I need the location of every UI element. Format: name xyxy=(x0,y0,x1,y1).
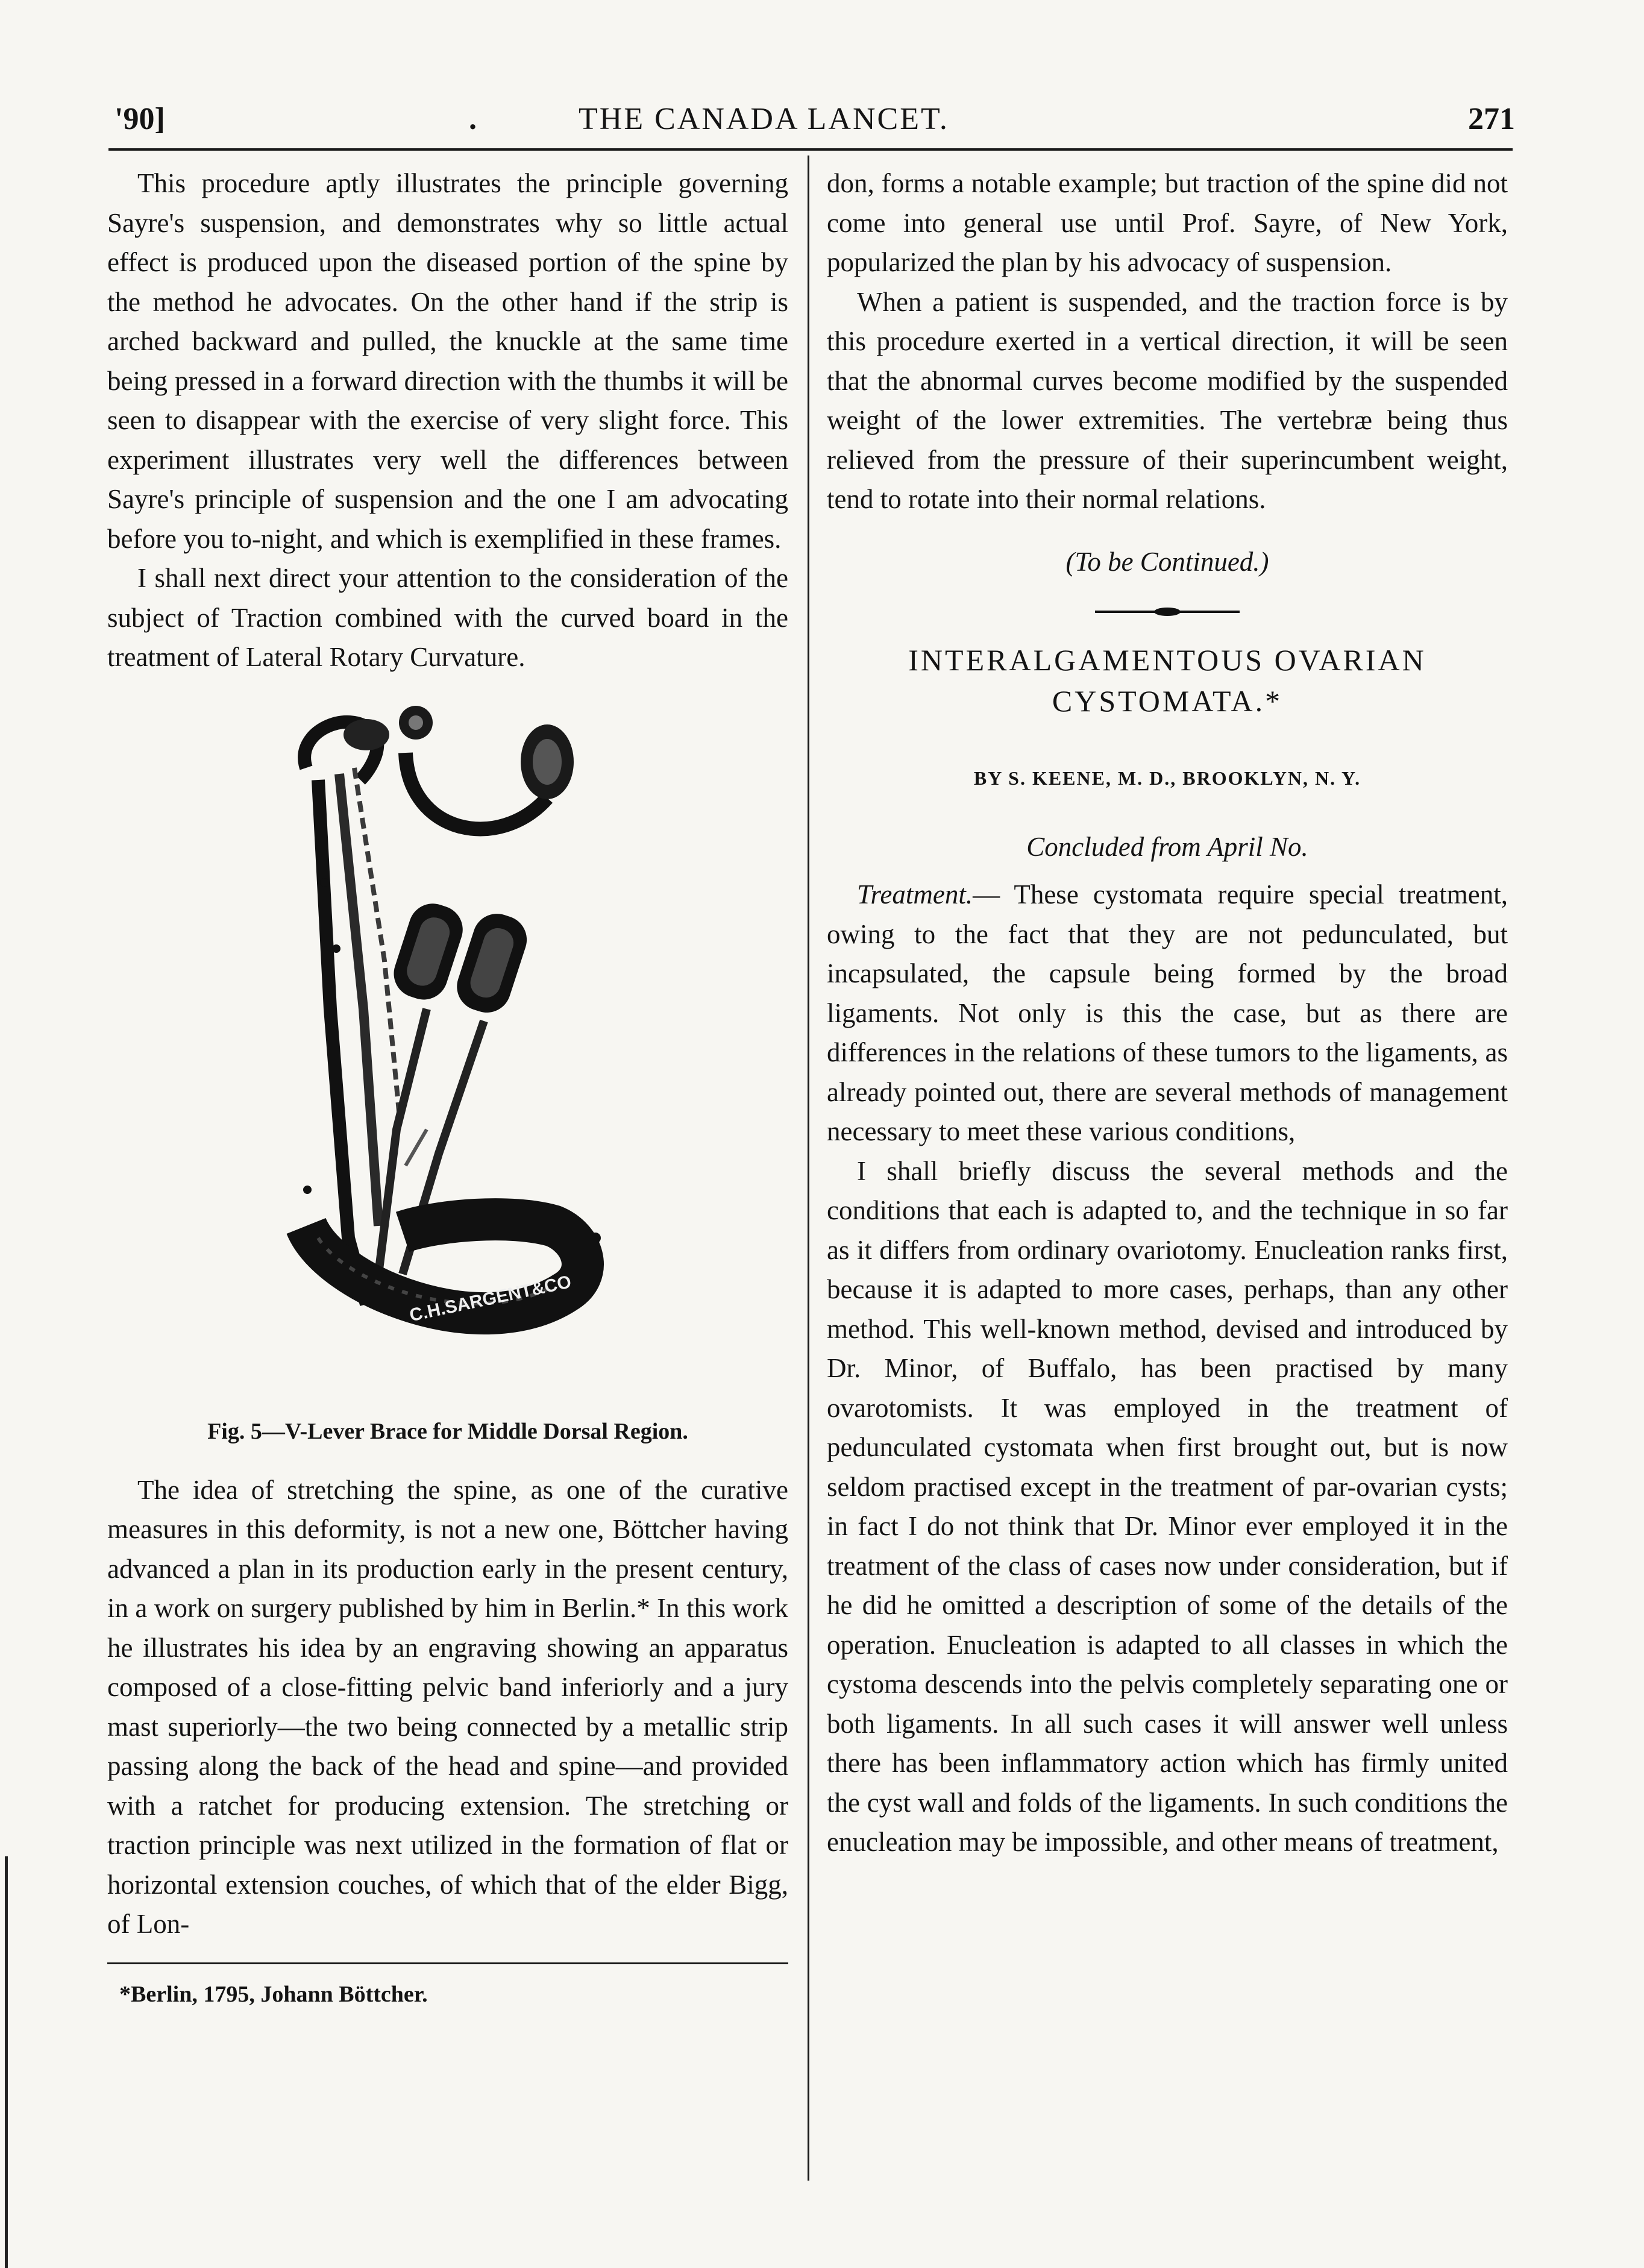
figure-caption: Fig. 5—V-Lever Brace for Middle Dorsal Region. xyxy=(207,1418,688,1444)
article-title xyxy=(827,639,1508,721)
header-dot: . xyxy=(469,102,477,136)
header-page-number: 271 xyxy=(1468,102,1515,136)
right-paragraph-3 xyxy=(827,875,1508,1152)
right-column xyxy=(827,164,1508,1862)
left-paragraph-3: The idea of stretching the spine, as one of the curative measures in this deformity, is not a new one, Böttcher having advanced a plan in its production early in the present century, in a work on surgery published by him in Berlin.* In this work he illustrates his idea by an engraving showing an apparatus composed of a close-fitting pelvic band inferiorly and a jury mast superiorly—the two being connected by a metallic strip passing along the back of the head and spine—and provided with a ratchet for producing extension. The stretching or traction principle was next utilized in the formation of flat or horizontal extension couches, of which that of the elder Bigg, of Lon- xyxy=(107,1474,788,1939)
brace-maker-mark: C.H.SARGENT&CO xyxy=(407,1271,573,1325)
article-title-line-2: CYSTOMATA.* xyxy=(1052,684,1283,718)
treatment-lead: Treatment. xyxy=(857,879,973,909)
scan-edge-mark xyxy=(5,1856,8,2268)
left-paragraph-2: I shall next direct your attention to the consideration of the subject of Traction combined with the curved board in the treatment of Lateral Rotary Curvature. xyxy=(107,563,788,672)
column-divider xyxy=(808,155,809,2181)
brace-engraving xyxy=(282,696,620,1389)
header-rule xyxy=(108,148,1513,151)
left-paragraph-1: This procedure aptly illustrates the principle governing Sayre's suspension, and demonstrates why so little actual effect is produced upon the diseased portion of the spine by the method he advocates. On the other hand if the strip is arched backward and pulled, the knuckle at the same time being pressed in a forward direction with the thumbs it will be seen to disappear with the exercise of very slight force. This experiment illustrates very well the differences between Sayre's principle of suspension and the one I am advocating before you to-night, and which is exemplified in these frames. xyxy=(107,168,788,554)
header-year: '90] xyxy=(115,102,165,136)
concluded-note: Concluded from April No. xyxy=(1026,831,1308,862)
footnote: *Berlin, 1795, Johann Böttcher. xyxy=(119,1981,428,2007)
left-column xyxy=(107,164,788,2014)
article-title-line-1: INTERALGAMENTOUS OVARIAN xyxy=(908,643,1426,677)
header-journal-title: THE CANADA LANCET. xyxy=(579,102,949,136)
treatment-text: — These cystomata require special treatment, owing to the fact that they are not pedunculated, but incapsulated, the capsule being formed by the broad ligaments. Not only is this the case, but as there are differences in the relations of these tumors to the ligaments, as already pointed out, there are several methods of management necessary to meet these various conditions, xyxy=(827,879,1508,1146)
right-paragraph-4: I shall briefly discuss the several methods and the conditions that each is adapted to, and the technique in so far as it differs from ordinary ovariotomy. Enucleation ranks first, because it is adapted to more cases, perhaps, than any other method. This well-known method, devised and introduced by Dr. Minor, of Buffalo, has been practised by many ovarotomists. It was employed in the treatment of pedunculated cystomata when first brought out, but is now seldom practised except in the treatment of par-ovarian cysts; in fact I do not think that Dr. Minor ever employed it in the treatment of the class of cases now under consideration, but if he did he omitted a description of some of the details of the operation. Enucleation is adapted to all classes in which the cystoma descends into the pelvis completely separating one or both ligaments. In all such cases it will answer well unless there has been inflammatory action which has firmly united the cyst wall and folds of the ligaments. In such conditions the enucleation may be impossible, and other means of treatment, xyxy=(827,1155,1508,1857)
figure-brace-illustration xyxy=(107,696,788,1395)
footnote-rule xyxy=(107,1962,788,1964)
right-paragraph-1: don, forms a notable example; but traction of the spine did not come into general use until Prof. Sayre, of New York, popularized the plan by his advocacy of suspension. xyxy=(827,168,1508,277)
to-be-continued: (To be Continued.) xyxy=(1065,546,1269,577)
article-byline: BY S. KEENE, M. D., BROOKLYN, N. Y. xyxy=(973,767,1361,789)
right-paragraph-2: When a patient is suspended, and the traction force is by this procedure exerted in a vertical direction, it will be seen that the abnormal curves become modified by the suspended weight of the lower extremities. The vertebræ being thus relieved from the pressure of their superincumbent weight, tend to rotate into their normal relations. xyxy=(827,286,1508,514)
section-ornament xyxy=(1095,606,1240,618)
